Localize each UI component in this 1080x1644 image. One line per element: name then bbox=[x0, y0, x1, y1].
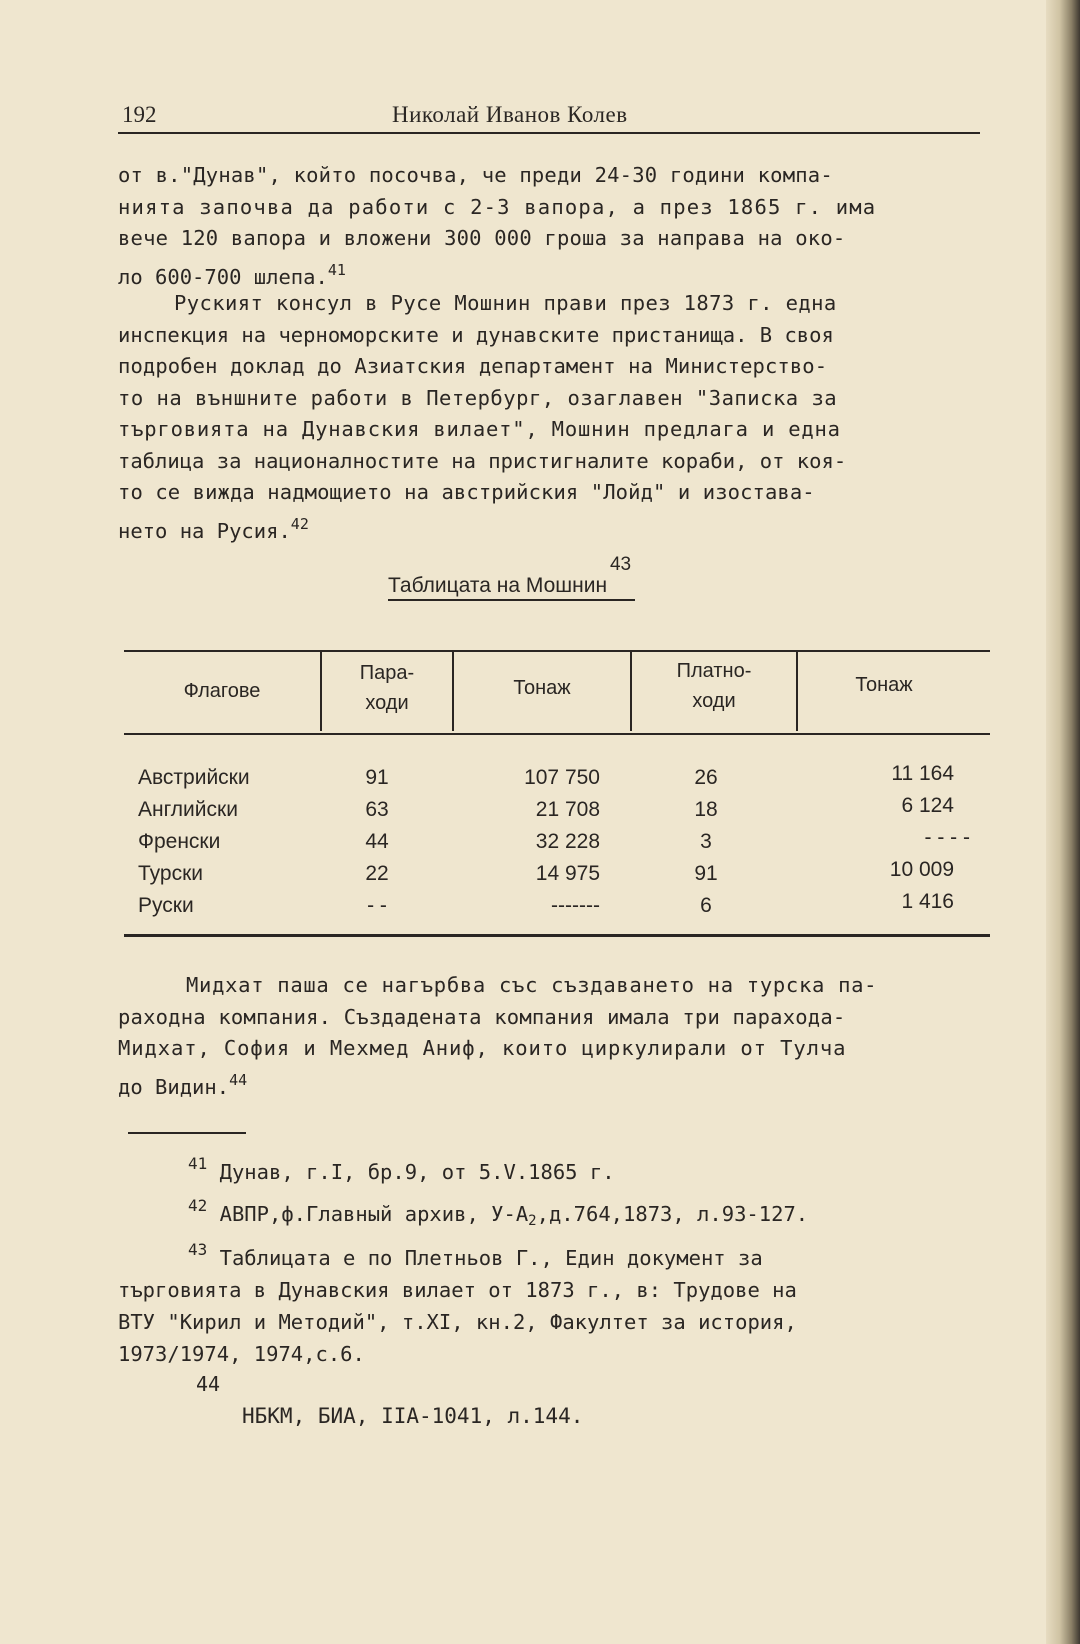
footnote-number: 44 bbox=[196, 1372, 221, 1396]
header-sailing-line2: ходи bbox=[692, 690, 736, 712]
ships-table bbox=[124, 650, 990, 946]
text-line: търговията на Дунавския вилает", Мошнин предлага и една bbox=[118, 417, 841, 441]
cell-flag: Френски bbox=[138, 830, 221, 853]
table-row bbox=[124, 890, 990, 926]
footnote-separator bbox=[128, 1132, 246, 1134]
header-steamers-line2: ходи bbox=[365, 692, 409, 714]
footnote-ref-44: 44 bbox=[229, 1070, 248, 1089]
footnote-text: Дунав, г.I, бр.9, от 5.V.1865 г. bbox=[219, 1160, 615, 1184]
cell-tonnage-steam: 32 228 bbox=[535, 830, 600, 853]
footnote-ref-43: 43 bbox=[609, 554, 632, 575]
cell-tonnage-steam: ------- bbox=[551, 894, 600, 917]
cell-flag: Английски bbox=[138, 798, 238, 821]
table-title-text: Таблицата на Мошнин bbox=[388, 574, 608, 597]
footnote-ref-41: 41 bbox=[327, 260, 346, 279]
table-top-rule bbox=[124, 650, 990, 652]
text-line: вече 120 вапора и вложени 300 000 гроша за направа на око- bbox=[118, 226, 846, 250]
footnote-44 bbox=[118, 1400, 980, 1432]
header-flags: Флагове bbox=[183, 680, 261, 702]
footnote-text: Таблицата е по Плетньов Г., Един документ за bbox=[219, 1246, 763, 1270]
text-line-content: ло 600-700 шлепа. bbox=[118, 264, 328, 289]
footnote-ref-42: 42 bbox=[290, 514, 309, 533]
cell-steamers: 91 bbox=[365, 766, 389, 789]
footnote-line: 1973/1974, 1974,с.6. bbox=[118, 1342, 365, 1366]
cell-sailing: 26 bbox=[694, 766, 718, 789]
footnote-subscript: 2 bbox=[528, 1213, 537, 1229]
footnote-line: ВТУ "Кирил и Методий", т.XI, кн.2, Факултет за история, bbox=[118, 1310, 797, 1334]
header-tonnage-steam: Тонаж bbox=[513, 677, 571, 699]
paragraph-1 bbox=[118, 160, 980, 293]
cell-flag: Турски bbox=[138, 862, 204, 885]
footnote-43 bbox=[118, 1234, 980, 1370]
cell-steamers: 22 bbox=[365, 862, 389, 885]
cell-sailing: 91 bbox=[694, 862, 718, 885]
header-tonnage-sail: Тонаж bbox=[855, 674, 913, 696]
text-line: подробен доклад до Азиатския департамент на Министерство- bbox=[118, 354, 828, 378]
cell-tonnage-steam: 107 750 bbox=[524, 766, 600, 789]
text-line-content: до Видин. bbox=[118, 1074, 230, 1099]
cell-tonnage-steam: 21 708 bbox=[535, 798, 600, 821]
text-line-content: нето на Русия. bbox=[118, 518, 291, 543]
header-steamers-line1: Пара- bbox=[359, 662, 415, 684]
footnote-text: ,д.764,1873, л.93-127. bbox=[536, 1202, 809, 1226]
header-sailing-line1: Платно- bbox=[676, 660, 752, 682]
text-line bbox=[118, 1065, 980, 1104]
header-steamers bbox=[322, 658, 452, 718]
table-header-rule bbox=[124, 733, 990, 735]
cell-tonnage-sail: 6 124 bbox=[901, 794, 954, 817]
footnote-41 bbox=[118, 1148, 980, 1188]
footnote-line: търговията в Дунавския вилает от 1873 г., в: Трудове на bbox=[118, 1278, 797, 1302]
text-line: нията започва да работи с 2-3 вапора, а през 1865 г. има bbox=[118, 194, 877, 219]
text-line: раходна компания. Създадената компания имала три парахода- bbox=[118, 1004, 846, 1029]
cell-steamers: 44 bbox=[365, 830, 389, 853]
cell-tonnage-sail: - - - - bbox=[924, 826, 970, 849]
text-line bbox=[118, 509, 980, 548]
footnote-text: АВПР,ф.Главный архив, У-А bbox=[219, 1202, 529, 1226]
text-line: от в."Дунав", който посочва, че преди 24-30 години компа- bbox=[118, 163, 833, 187]
footnote-line bbox=[118, 1190, 980, 1237]
table-title bbox=[388, 554, 635, 601]
footnote-text: НБКМ, БИА, IIА-1041, л.144. bbox=[242, 1404, 584, 1428]
text-line: инспекция на черноморските и дунавските пристанища. В своя bbox=[118, 322, 834, 347]
footnote-line bbox=[118, 1234, 980, 1274]
cell-steamers: - - bbox=[367, 894, 387, 917]
text-line: Руският консул в Русе Мошнин прави през 1873 г. една bbox=[174, 291, 837, 315]
footnote-number: 42 bbox=[188, 1196, 208, 1215]
footnote-42 bbox=[118, 1190, 980, 1237]
cell-tonnage-steam: 14 975 bbox=[535, 862, 600, 885]
header-sailing bbox=[632, 656, 796, 716]
page-header bbox=[118, 98, 980, 134]
paragraph-3 bbox=[118, 970, 980, 1103]
footnote-number: 41 bbox=[188, 1154, 208, 1173]
cell-sailing: 18 bbox=[694, 798, 718, 821]
text-line: Мидхат, София и Мехмед Аниф, които циркулирали от Тулча bbox=[118, 1036, 847, 1060]
paragraph-2 bbox=[118, 288, 980, 547]
running-title: Николай Иванов Колев bbox=[392, 102, 628, 127]
table-bottom-rule bbox=[124, 934, 990, 937]
footnote-line bbox=[118, 1148, 980, 1188]
cell-sailing: 3 bbox=[700, 830, 712, 853]
cell-sailing: 6 bbox=[700, 894, 712, 917]
cell-flag: Руски bbox=[138, 894, 194, 917]
text-line: Мидхат паша се нагърбва със създаването на турска па- bbox=[186, 973, 878, 997]
footnote-number: 43 bbox=[188, 1240, 208, 1259]
text-line: таблица за националностите на пристигналите кораби, от коя- bbox=[118, 448, 847, 473]
cell-flag: Австрийски bbox=[138, 766, 250, 789]
text-line: то се вижда надмощието на австрийския "Лойд" и изостава- bbox=[118, 480, 815, 504]
page-edge-shadow bbox=[1046, 0, 1080, 1644]
text-line: то на външните работи в Петербург, озаглавен "Записка за bbox=[118, 385, 838, 410]
cell-tonnage-sail: 1 416 bbox=[901, 890, 954, 913]
cell-steamers: 63 bbox=[365, 798, 389, 821]
cell-tonnage-sail: 11 164 bbox=[891, 762, 954, 785]
cell-tonnage-sail: 10 009 bbox=[889, 858, 954, 881]
page-number: 192 bbox=[122, 102, 157, 127]
